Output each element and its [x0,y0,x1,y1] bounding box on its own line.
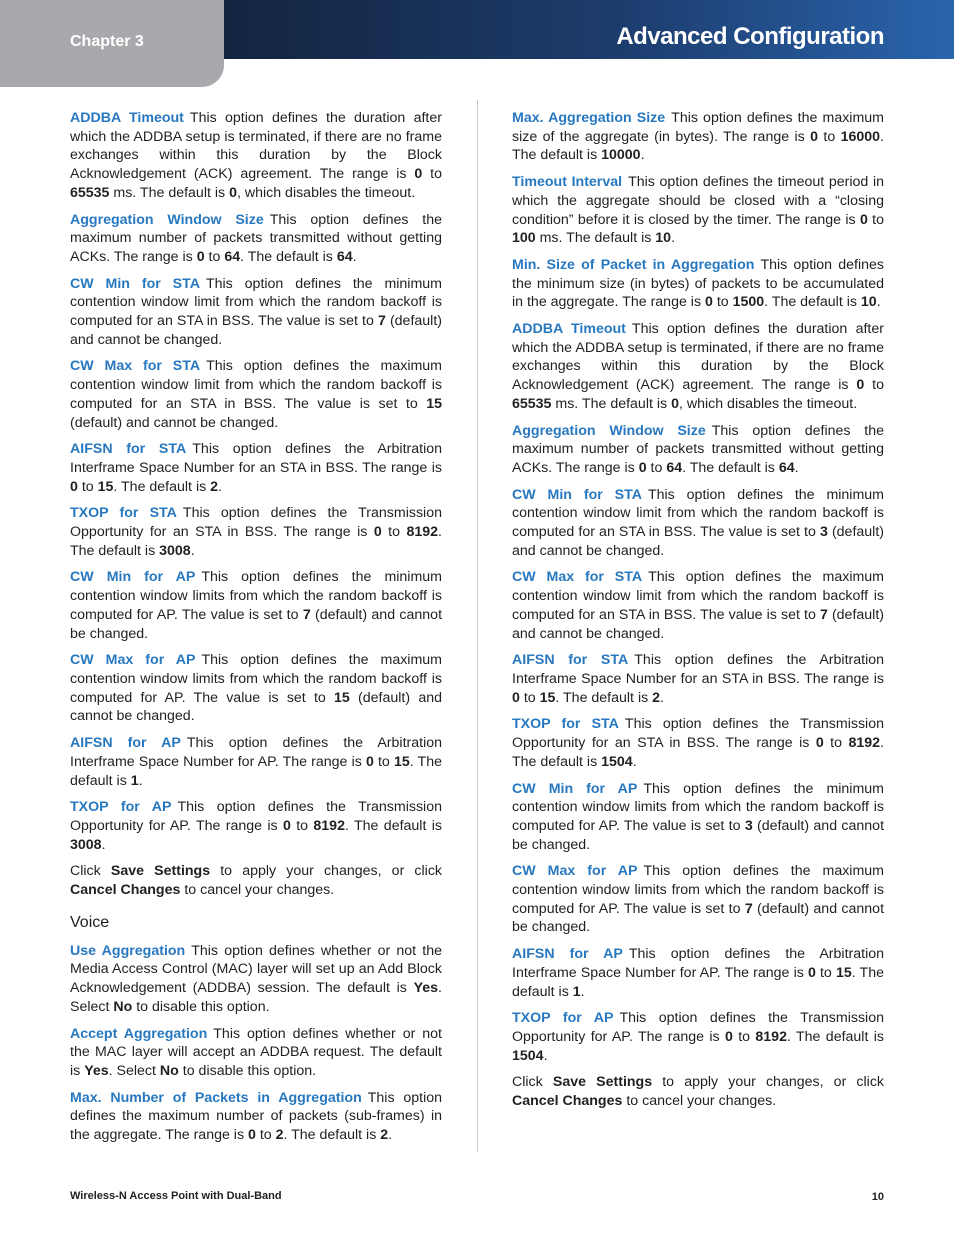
option-term: AIFSN for STA [512,652,629,669]
right-items [512,109,884,1111]
option-term: TXOP for AP [512,1010,614,1027]
option-description [512,1009,884,1065]
bold-value: 0 [724,1028,733,1045]
bold-value: No [113,998,133,1015]
bold-value: 15 [835,964,852,981]
bold-value: 15 [97,478,114,495]
bold-value: 0 [671,395,679,412]
bold-value: 3008 [159,542,191,559]
bold-value: 0 [807,964,816,981]
option-text: This option defines the Arbitration Interframe Space Number for an STA in BSS. The range is 0 to 15. The default is 2. [70,441,442,495]
option-description [70,651,442,726]
option-text: This option defines the Transmission Opportunity for an STA in BSS. The range is 0 to 8192. The default is 1504. [512,716,884,770]
option-text: This option defines the duration after which the ADDBA setup is terminated, if there are no frame exchanges within this duration by the Block Acknowledgement (ACK) agreement. The range is 0 to 65535 ms. The default is 0, which disables the timeout. [70,110,442,201]
option-description [70,1089,442,1145]
bold-value: 3008 [70,836,102,853]
option-text: Click Save Settings to apply your changes, or click Cancel Changes to cancel your changes. [70,863,443,899]
option-term: CW Max for AP [70,652,196,669]
option-text: This option defines the Transmission Opportunity for AP. The range is 0 to 8192. The default is 1504. [512,1010,884,1064]
option-term: CW Max for STA [70,358,201,375]
bold-value: Cancel Changes [512,1093,623,1110]
bold-value: 8192 [755,1028,787,1045]
option-text: This option defines the minimum contention window limit from which the random backoff is computed for an STA in BSS. The value is set to 3 (default) and cannot be changed. [512,486,884,559]
bold-value: 0 [196,248,205,265]
option-description [512,256,884,312]
bold-value: 64 [224,248,241,265]
bold-value: Cancel Changes [70,882,181,899]
bold-value: Yes [84,1062,109,1079]
bold-value: No [159,1062,179,1079]
option-text: This option defines the maximum contention window limits from which the random backoff is computed for AP. The value is set to 7 (default) and cannot be changed. [512,863,885,936]
option-description [70,942,442,1017]
bold-value: 64 [778,459,795,476]
option-description [70,734,442,790]
bold-value: 8192 [848,735,881,752]
option-term: Max. Number of Packets in Aggregation [70,1089,362,1106]
option-text: This option defines the Transmission Opportunity for an STA in BSS. The range is 0 to 8192. The default is 3008. [70,505,442,559]
bold-value: 1504 [512,1047,544,1064]
option-text: This option defines the timeout period in which the aggregate should be closed with a “closing condition” before it is closed by the timer. The range is 0 to 100 ms. The default is 10. [512,174,885,247]
option-term: CW Min for AP [512,780,638,797]
bold-value: 64 [666,459,683,476]
option-description [70,357,442,432]
option-term: Use Aggregation [70,942,186,959]
left-column [70,109,442,1153]
option-term: CW Min for STA [70,275,200,292]
column-divider [477,100,478,1152]
option-text: This option defines whether or not the Media Access Control (MAC) layer will set up an Add Block Acknowledgement (ADDBA) session. The default is Yes. Select No to disable this option. [70,942,442,1015]
bold-value: 7 [302,606,311,623]
page-number: 10 [871,1191,884,1203]
bold-value: 0 [638,459,647,476]
bold-value: Save Settings [552,1074,653,1091]
option-term: Min. Size of Packet in Aggregation [512,256,755,273]
bold-value: 0 [365,753,374,770]
bold-value: 0 [704,294,713,311]
option-description [70,211,442,267]
bold-value: 2 [275,1127,284,1144]
option-description [70,109,442,203]
option-text: This option defines whether or not the MAC layer will accept an ADDBA request. The default is Yes. Select No to disable this option. [70,1025,442,1079]
bold-value: 0 [248,1127,256,1144]
bold-value: 0 [229,184,237,201]
save-cancel-note [512,1073,884,1110]
option-description [512,320,884,414]
option-description [70,1025,442,1081]
bold-value: 10 [655,230,672,247]
option-text: This option defines the maximum contention window limit from which the random backoff is computed for an STA in BSS. The value is set to 15 (default) and cannot be changed. [70,358,442,431]
bold-value: 0 [373,524,382,541]
option-term: Timeout Interval [512,174,623,191]
option-description [512,651,884,707]
option-term: Aggregation Window Size [70,211,264,228]
option-text: This option defines the Arbitration Interframe Space Number for AP. The range is 0 to 15. The default is 1. [70,735,443,789]
option-text: This option defines the maximum number of packets transmitted without getting ACKs. The range is 0 to 64. The default is 64. [70,211,442,265]
bold-value: 0 [282,817,291,834]
option-description [512,109,884,165]
option-term: TXOP for AP [70,799,172,816]
option-term: Aggregation Window Size [512,422,706,439]
option-description [512,422,884,478]
bold-value: 0 [70,478,78,495]
option-text: This option defines the minimum contention window limit from which the random backoff is computed for an STA in BSS. The value is set to 7 (default) and cannot be changed. [70,275,442,348]
bold-value: 15 [539,689,556,706]
option-description [70,568,442,643]
option-term: TXOP for STA [512,716,619,733]
bold-value: 2 [380,1127,389,1144]
voice-heading: Voice [70,913,110,931]
footer-product: Wireless-N Access Point with Dual-Band [70,1190,282,1202]
bold-value: 0 [856,377,865,394]
bold-value: 15 [426,395,442,412]
option-description [512,780,884,855]
bold-value: 100 [512,230,536,247]
option-text: This option defines the minimum contention window limits from which the random backoff is computed for AP. The value is set to 3 (default) and cannot be changed. [512,780,885,853]
option-text: This option defines the Transmission Opportunity for AP. The range is 0 to 8192. The default is 3008. [70,799,442,853]
option-term: Max. Aggregation Size [512,110,666,126]
bold-value: 64 [336,248,353,265]
option-description [512,945,884,1001]
option-text: This option defines the maximum number of packets (sub-frames) in the aggregate. The range is 0 to 2. The default is 2. [70,1089,442,1144]
option-term: AIFSN for AP [70,735,181,752]
bold-value: 10000 [601,147,641,164]
option-text: This option defines the maximum contention window limit from which the random backoff is computed for an STA in BSS. The value is set to 7 (default) and cannot be changed. [512,569,884,642]
bold-value: 3 [819,524,828,541]
option-term: CW Min for STA [512,486,642,503]
option-term: TXOP for STA [70,505,177,522]
option-term: CW Max for AP [512,863,638,880]
bold-value: 0 [815,735,824,752]
option-description [512,486,884,561]
bold-value: 65535 [512,395,552,412]
option-description [512,715,884,771]
bold-value: Save Settings [110,863,211,880]
bold-value: 7 [819,606,828,623]
bold-value: 7 [377,313,386,330]
option-description [70,275,442,350]
bold-value: 2 [210,478,219,495]
bold-value: 2 [652,689,661,706]
bold-value: 1504 [601,753,633,770]
option-term: ADDBA Timeout [512,321,626,338]
header-band [224,0,954,59]
bold-value: 1500 [732,294,765,311]
bold-value: 15 [334,689,350,706]
bold-value: 8192 [406,524,439,541]
bold-value: Yes [413,980,439,997]
bold-value: 7 [744,900,753,917]
voice-items [70,942,442,1145]
option-term: ADDBA Timeout [70,110,184,126]
option-text: This option defines the Arbitration Interframe Space Number for an STA in BSS. The range is 0 to 15. The default is 2. [512,652,884,706]
bold-value: 1 [130,772,139,789]
option-description [512,173,884,248]
option-description [70,798,442,854]
bold-value: 65535 [70,184,110,201]
bold-value: 15 [393,753,410,770]
option-text: This option defines the maximum size of the aggregate (in bytes). The range is 0 to 16000. The default is 10000. [512,110,885,164]
option-text: This option defines the duration after which the ADDBA setup is terminated, if there are no frame exchanges within this duration by the Block Acknowledgement (ACK) agreement. The range is 0 to 65535 ms. The default is 0, which disables the timeout. [512,321,884,412]
option-description [512,862,884,937]
save-cancel-note [70,862,442,899]
option-description [70,440,442,496]
option-text: This option defines the minimum contention window limits from which the random backoff is computed for AP. The value is set to 7 (default) and cannot be changed. [70,569,443,642]
option-text: This option defines the maximum number of packets transmitted without getting ACKs. The range is 0 to 64. The default is 64. [512,422,884,476]
bold-value: 8192 [313,817,345,834]
right-column [512,109,884,1119]
option-description [512,568,884,643]
option-text: This option defines the Arbitration Interframe Space Number for AP. The range is 0 to 15. The default is 1. [512,946,885,1000]
option-description [70,504,442,560]
page-title: Advanced Configuration [616,23,884,50]
option-term: AIFSN for AP [512,946,623,963]
option-term: AIFSN for STA [70,441,187,458]
option-term: CW Min for AP [70,569,196,586]
bold-value: 3 [744,817,753,834]
bold-value: 1 [572,983,581,1000]
chapter-tab [0,0,224,87]
bold-value: 0 [859,211,868,228]
bold-value: 0 [810,128,819,145]
option-text: This option defines the minimum size (in bytes) of packets to be accumulated in the aggregate. The range is 0 to 1500. The default is 10. [512,256,885,311]
bold-value: 0 [414,166,423,183]
option-term: Accept Aggregation [70,1025,208,1042]
option-term: CW Max for STA [512,569,643,586]
left-items [70,109,442,900]
option-text: Click Save Settings to apply your changes, or click Cancel Changes to cancel your changes. [512,1074,885,1110]
bold-value: 16000 [840,128,881,145]
option-text: This option defines the maximum contention window limits from which the random backoff is computed for AP. The value is set to 15 (default) and cannot be changed. [70,652,442,725]
chapter-label: Chapter 3 [70,33,144,50]
bold-value: 0 [512,689,520,706]
bold-value: 10 [860,294,877,311]
